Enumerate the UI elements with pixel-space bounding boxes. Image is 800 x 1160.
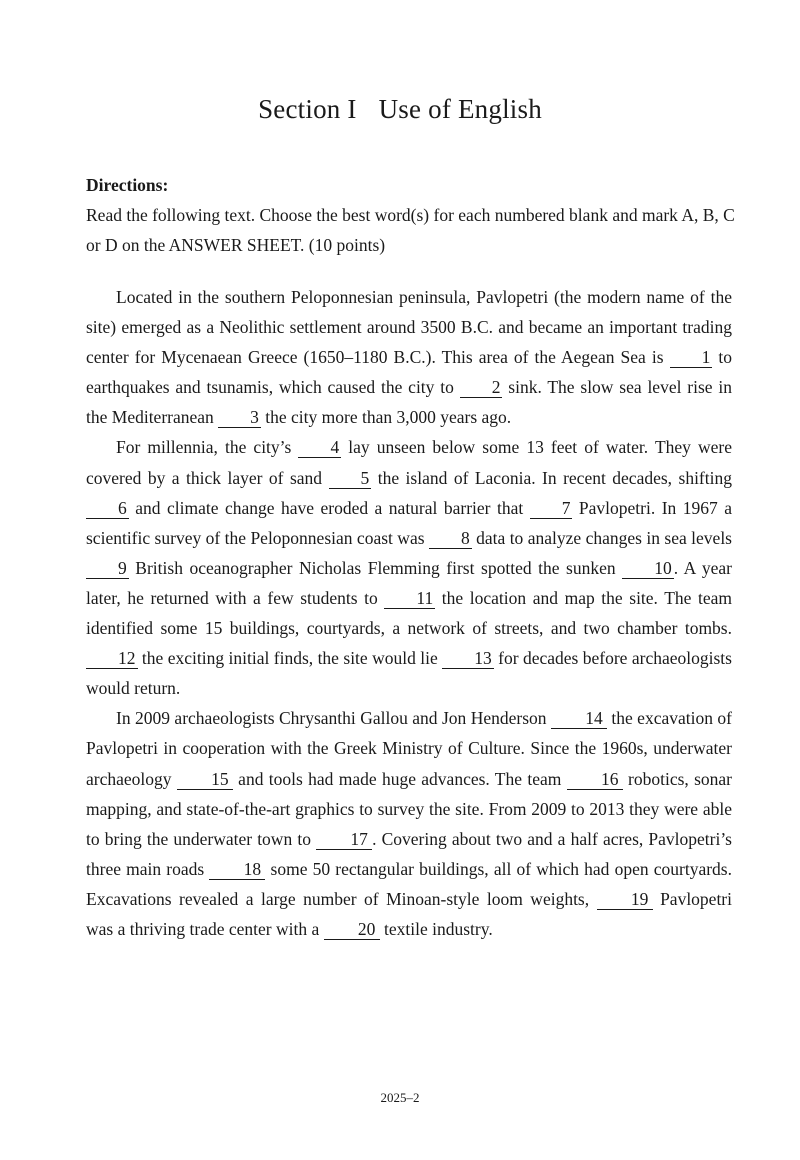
passage-text: Pavlopetri was a thriving trade center with a <box>86 888 732 939</box>
blank-5[interactable]: 5 <box>329 468 372 489</box>
passage-text: the location and map the site. The team identified some 15 buildings, courtyards, a network of streets, and two chamber tombs. <box>86 587 733 639</box>
passage-text: For millennia, the city’s <box>116 437 299 458</box>
passage-text: robotics, sonar mapping, and state-of-the-art graphics to survey the site. From 2009 to 2013 they were able to bring the underwater town to <box>86 768 733 849</box>
passage-text: Located in the southern Peloponnesian peninsula, Pavlopetri (the modern name of the site) emerged as a Neolithic settlement around 3500 B.C. and became an important trading center for Mycenaean Greece (1650–1180 B.C.). This area of the Aegean Sea is <box>86 287 732 368</box>
passage-text: and climate change have eroded a natural barrier that <box>128 497 530 518</box>
passage-text: the exciting initial finds, the site would lie <box>137 648 443 669</box>
passage-text: . Covering about two and a half acres, Pavlopetri’s three main roads <box>86 828 732 879</box>
directions-text: Read the following text. Choose the best word(s) for each numbered blank and mark A, B, C or D on the ANSWER SHEET. (10 points) <box>86 205 735 255</box>
blank-18[interactable]: 18 <box>209 859 265 880</box>
blank-12[interactable]: 12 <box>86 648 138 669</box>
passage-text: In 2009 archaeologists Chrysanthi Gallou and Jon Henderson <box>116 708 551 729</box>
passage-text: . A year later, he returned with a few students to <box>86 557 732 608</box>
passage-text: Pavlopetri. In 1967 a scientific survey of the Peloponnesian coast was <box>86 497 732 548</box>
passage-text: lay unseen below some 13 feet of water. They were covered by a thick layer of sand <box>86 437 732 488</box>
section-name: Use of English <box>378 94 542 124</box>
passage-text: to earthquakes and tsunamis, which caused the city to <box>86 347 732 398</box>
blank-8[interactable]: 8 <box>429 528 472 549</box>
blank-11[interactable]: 11 <box>384 588 435 609</box>
blank-7[interactable]: 7 <box>530 498 573 519</box>
passage-text: for decades before archaeologists would return. <box>86 648 732 699</box>
blank-9[interactable]: 9 <box>86 558 129 579</box>
blank-10[interactable]: 10 <box>622 558 674 579</box>
cloze-passage <box>86 282 732 944</box>
blank-3[interactable]: 3 <box>218 407 261 428</box>
passage-text: and tools had made huge advances. The team <box>232 768 567 789</box>
blank-13[interactable]: 13 <box>442 648 494 669</box>
blank-1[interactable]: 1 <box>670 347 713 368</box>
blank-15[interactable]: 15 <box>177 769 233 790</box>
directions-heading: Directions: <box>86 175 169 195</box>
passage-text: data to analyze changes in sea levels <box>471 527 732 548</box>
blank-19[interactable]: 19 <box>597 889 653 910</box>
passage-paragraph-3 <box>86 703 732 944</box>
blank-2[interactable]: 2 <box>460 377 503 398</box>
passage-text: textile industry. <box>379 918 493 939</box>
passage-text: sink. The slow sea level rise in the Mediterranean <box>86 377 732 428</box>
blank-20[interactable]: 20 <box>324 919 380 940</box>
passage-text: some 50 rectangular buildings, all of which had open courtyards. Excavations revealed a large number of Minoan-style loom weights, <box>86 858 732 909</box>
passage-text: the island of Laconia. In recent decades, shifting <box>371 467 732 488</box>
section-number: Section I <box>258 94 357 124</box>
passage-text: the excavation of Pavlopetri in cooperation with the Greek Ministry of Culture. Since the 1960s, underwater archaeology <box>86 708 732 789</box>
blank-17[interactable]: 17 <box>316 829 372 850</box>
directions-block <box>86 170 736 260</box>
passage-paragraph-1 <box>86 282 732 432</box>
page-number: 2025–2 <box>380 1090 420 1105</box>
blank-6[interactable]: 6 <box>86 498 129 519</box>
passage-text: the city more than 3,000 years ago. <box>260 407 512 428</box>
section-title <box>0 94 800 125</box>
blank-4[interactable]: 4 <box>298 437 341 458</box>
passage-text: British oceanographer Nicholas Flemming first spotted the sunken <box>128 557 623 578</box>
blank-14[interactable]: 14 <box>551 708 607 729</box>
passage-paragraph-2 <box>86 432 732 703</box>
blank-16[interactable]: 16 <box>567 769 623 790</box>
